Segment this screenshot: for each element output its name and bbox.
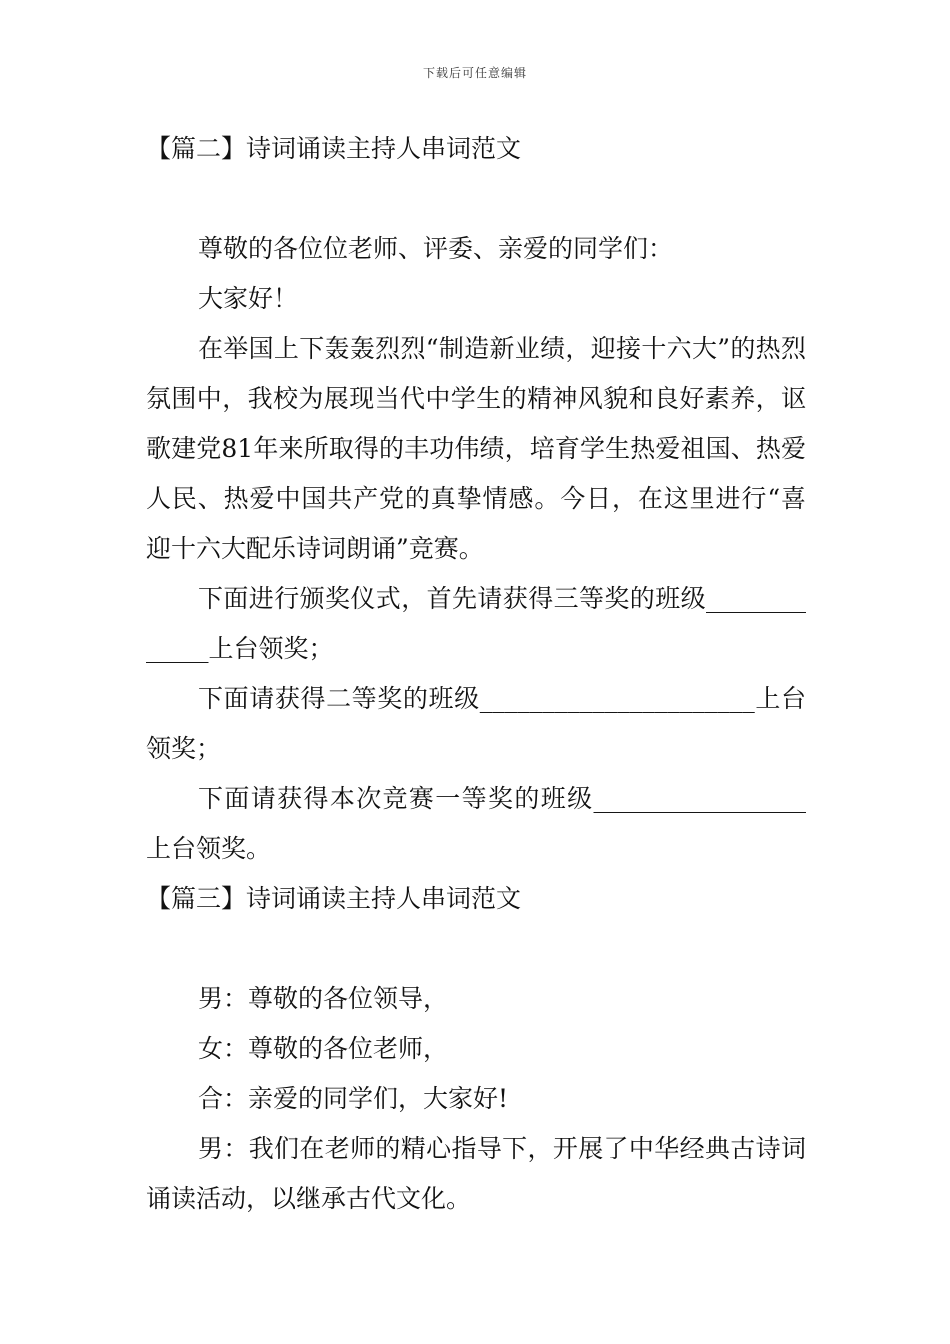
spacer (146, 924, 806, 974)
together-greeting-paragraph: 合：亲爱的同学们，大家好! (198, 1084, 509, 1113)
section-three-title: 【篇三】诗词诵读主持人串词范文 (146, 884, 522, 913)
spacer (146, 174, 806, 224)
first-prize-paragraph: 下面请获得本次竞赛一等奖的班级_________________上台领奖。 (146, 784, 806, 863)
male-activity-paragraph: 男：我们在老师的精心指导下，开展了中华经典古诗词诵读活动，以继承古代文化。 (146, 1134, 806, 1213)
third-prize-paragraph: 下面进行颁奖仪式，首先请获得三等奖的班级_____________上台领奖； (146, 584, 806, 663)
document-body (146, 124, 806, 1224)
male-greeting-paragraph: 男：尊敬的各位领导， (198, 984, 449, 1013)
hello-paragraph: 大家好！ (198, 284, 299, 313)
intro-paragraph: 在举国上下轰轰烈烈“制造新业绩，迎接十六大”的热烈氛围中，我校为展现当代中学生的精神风貌和良好素养，讴歌建党81年来所取得的丰功伟绩，培育学生热爱祖国、热爱人民、热爱中国共产党的真挚情感。今日，在这里进行“喜迎十六大配乐诗词朗诵”竞赛。 (146, 334, 806, 563)
female-greeting-paragraph: 女：尊敬的各位老师， (198, 1034, 449, 1063)
greeting-paragraph: 尊敬的各位位老师、评委、亲爱的同学们： (198, 234, 674, 263)
second-prize-paragraph: 下面请获得二等奖的班级______________________上台领奖； (146, 684, 806, 763)
section-two-title: 【篇二】诗词诵读主持人串词范文 (146, 134, 522, 163)
page-header-note: 下载后可任意编辑 (422, 66, 527, 80)
